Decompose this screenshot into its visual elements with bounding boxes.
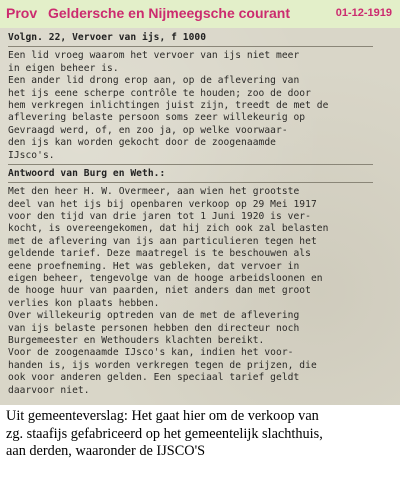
article-line: aflevering belaste persoon soms zeer willekeurig op [8,112,306,124]
article-line: Een ander lid drong erop aan, op de aflevering van [8,75,300,87]
divider [8,182,373,183]
article-line: in eigen beheer is. [8,62,119,74]
province-label: Prov [6,5,38,21]
article-line: Burgemeester en Wethouders klachten bereikt. [8,334,265,346]
caption-line: zg. staafijs gefabriceerd op het gemeentelijk slachthuis, [6,425,323,442]
article-line: handen is, ijs worden verkregen tegen de prijzen, die [8,359,317,371]
article-line: Met den heer H. W. Overmeer, aan wien het grootste [8,186,300,198]
article-line: Over willekeurig optreden van de met de aflevering [8,310,300,322]
article-heading-ice-transport: Volgn. 22, Vervoer van ijs, f 1000 [8,32,207,43]
article-line: daarvoor niet. [8,384,90,396]
article-line: ook voor anderen gelden. Een speciaal tarief geldt [8,372,300,384]
article-line: met de aflevering van ijs aan particulieren tegen het [8,235,317,247]
newspaper-clipping [0,28,400,405]
article-text [8,32,388,397]
article-heading-answer: Antwoord van Burg en Weth.: [8,167,166,179]
article-line: voor den tijd van drie jaren tot 1 Juni 1920 is ver- [8,211,311,223]
article-line: de hooge huur van paarden, niet anders dan met groot [8,285,311,297]
article-line: Voor de zoogenaamde IJsco's kan, indien het voor- [8,347,294,359]
newspaper-title: Geldersche en Nijmeegsche courant [48,5,290,21]
article-line: deel van het ijs bij openbaren verkoop op 29 Mei 1917 [8,198,317,210]
newspaper-header [0,0,400,29]
article-line: het ijs eene scherpe contrôle te houden; zoo de door [8,87,311,99]
divider [8,164,373,165]
article-line: kocht, is overeengekomen, dat hij zich ook zal belasten [8,223,329,235]
article-line: eene proefneming. Het was gebleken, dat vervoer in [8,260,300,272]
article-line: van ijs belaste personen hebben den directeur noch [8,322,300,334]
article-line: IJsco's. [8,149,55,161]
article-line: Gevraagd werd, of, en zoo ja, op welke voorwaar- [8,124,288,136]
caption-line: aan derden, waaronder de IJSCO'S [6,443,206,459]
article-line: geldende tarief. Deze maatregel is te beschouwen als [8,248,311,260]
article-line: verlies kon plaats hebben. [8,297,160,309]
divider [8,46,373,47]
article-line: Een lid vroeg waarom het vervoer van ijs niet meer [8,50,300,62]
caption [6,408,394,461]
article-line: den ijs kan worden gekocht door de zoogenaamde [8,137,276,149]
article-line: eigen beheer, tengevolge van de hooge arbeidsloonen en [8,273,323,285]
caption-line: Uit gemeenteverslag: Het gaat hier om de verkoop van [6,408,319,424]
publication-date: 01-12-1919 [335,7,392,19]
article-line: hem verkregen inlichtingen juist zijn, treedt de met de [8,99,329,111]
